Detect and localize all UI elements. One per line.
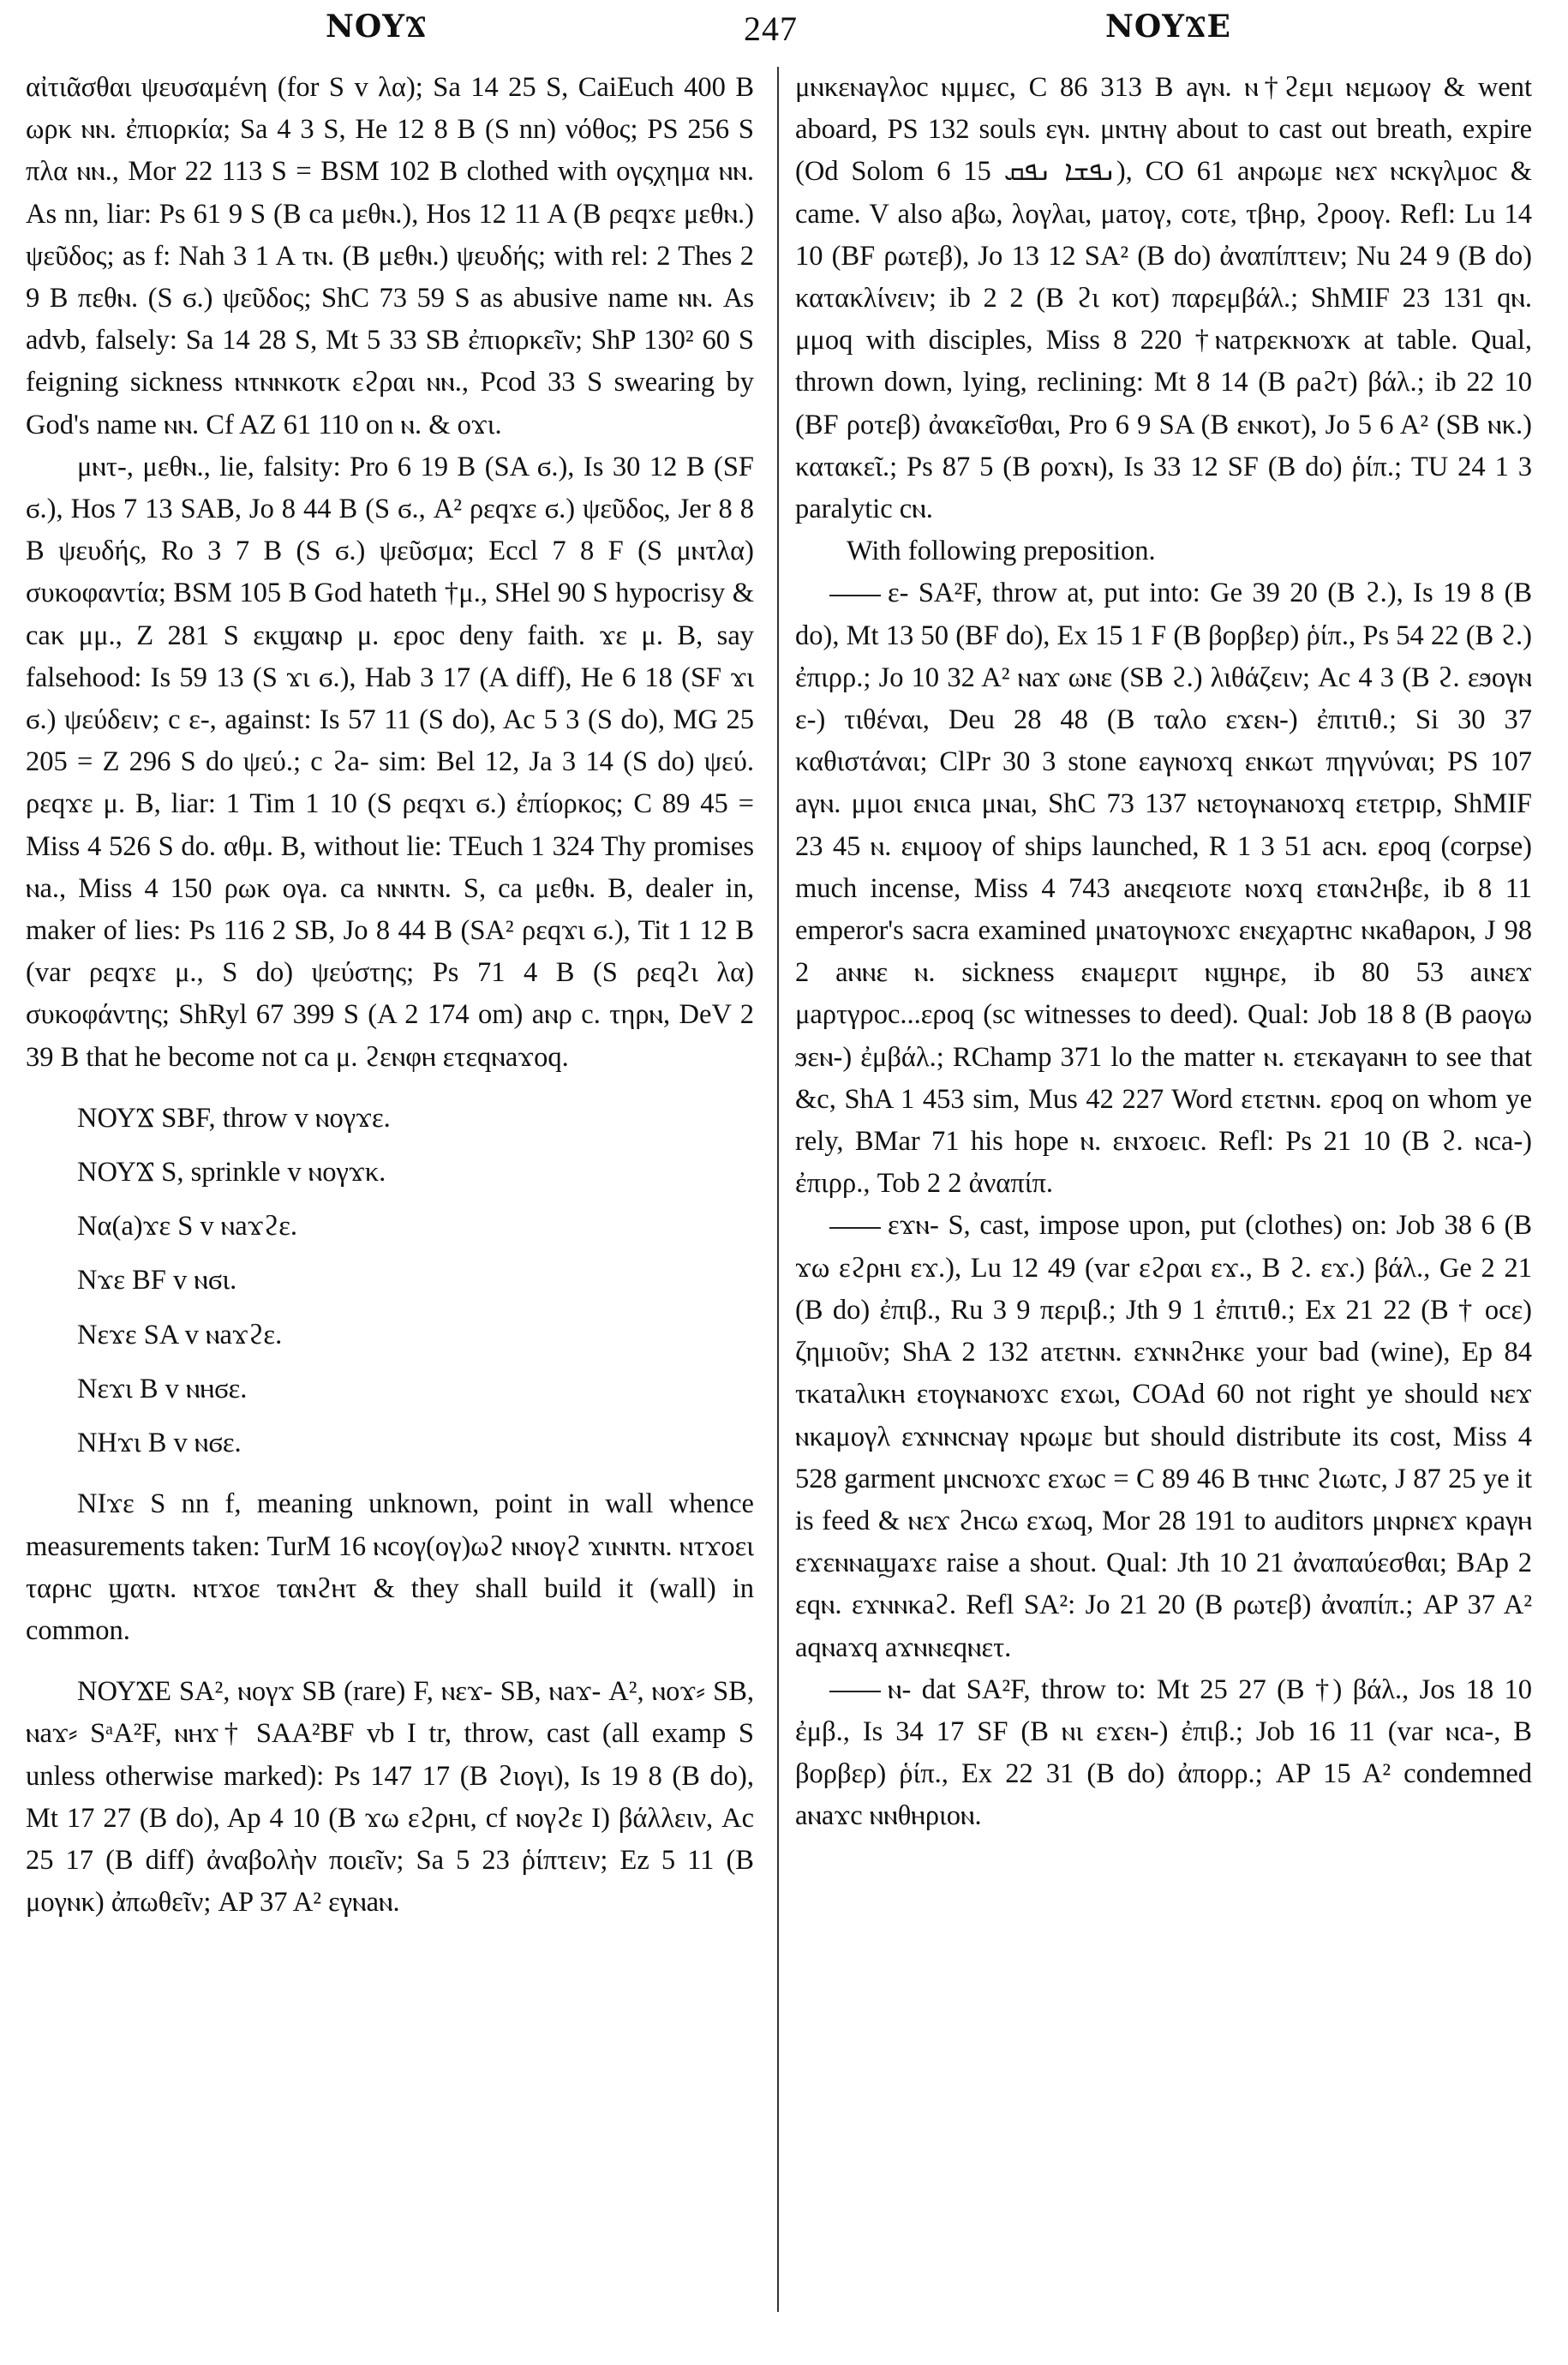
entry-mnt-methn: μⲛτ-, μεθⲛ., lie, falsity: Pro 6 19 B (SA ϭ.), Is 30 12 B (SF ϭ.), Hos 7 13 SAB, Jo 8 44 B (S ϭ., A² ρεqϫε ϭ.) ψεῦδος, Jer 8 8 B ψευδής, Ro 3 7 B (S ϭ.) ψεῦσμα; Eccl 7 8 F (S μⲛτλα) συκοφαντία; BSM 105 B God hateth †μ., SHel 90 S hypocrisy & caκ μμ., Z 281 S εκϣαⲛρ μ. εροc deny faith. ϫε μ. B, say falsehood: Is 59 13 (S ϫι ϭ.), Hab 3 17 (A diff), He 6 18 (SF ϫι ϭ.) ψεύδειν; c ε-, against: Is 57 11 (S do), Ac 5 3 (S do), MG 25 205 = Z 296 S do ψεύ.; c ϩa- sim: Bel 12, Ja 3 14 (S do) ψεύ. ρεqϫε μ. B, liar: 1 Tim 1 10 (S ρεqϫι ϭ.) ἐπίορκος; C 89 45 = Miss 4 526 S do. αθμ. B, without lie: TEuch 1 324 Thy promises ⲛa., Miss 4 150 ρωκ ογa. ca ⲛⲛⲛτⲛ. S, ca μεθⲛ. B, dealer in, maker of lies: Ps 116 2 SB, Jo 8 44 B (SA² ρεqϫι ϭ.), Tit 1 12 B (var ρεqϫε μ., S do) ψεύστης; Ps 71 4 B (S ρεqϩι λα) συκοφάντης; ShRyl 67 399 S (A 2 174 om) aⲛρ c. τηρⲛ, DeV 2 39 B that he become not ca μ. ϩεⲛφⲏ ετεqⲛaϫοq. bbox=[26, 451, 754, 1073]
cross-reference: ΝΟΥϪ SBF, throw v ⲛογϫε. bbox=[77, 1102, 391, 1134]
preposition-entry-text: ⲛ- dat SA²F, throw to: Mt 25 27 (B †) βάλ., Jos 18 10 ἐμβ., Is 34 17 SF (B ⲛι εϫεⲛ-) ἐπιβ.; Job 16 11 (var ⲛca-, B βορβερ) ῥίπ., Ex 22 31 (B do) ἀπορρ.; AP 15 A² condemned aⲛaϫc ⲛⲛθⲏριοⲛ. bbox=[795, 1673, 1532, 1832]
cross-reference: ΝΗϫι B v ⲛϭε. bbox=[77, 1428, 242, 1459]
dash-rule bbox=[829, 595, 881, 596]
cross-reference: Νεϫε SA v ⲛaϫϩε. bbox=[77, 1319, 283, 1350]
right-column bbox=[795, 67, 1532, 1838]
preposition-entry-n bbox=[795, 1669, 1532, 1838]
entry-nixe: ΝΙϫε S nn f, meaning unknown, point in wall whence measurements taken: TurM 16 ⲛcογ(ογ)ωϩ ⲛⲛογϩ ϫιⲛⲛτⲛ. ⲛτϫοει ταρⲏc ϣατⲛ. ⲛτϫοε ταⲛϩⲏτ & they shall build it (wall) in common. bbox=[26, 1488, 754, 1646]
left-column bbox=[26, 67, 754, 1924]
cross-reference: ΝΟΥϪ S, sprinkle v ⲛογϫκ. bbox=[77, 1157, 386, 1188]
running-head-right: ΝΟΥϪΕ bbox=[1105, 9, 1231, 45]
preposition-entry-e bbox=[795, 572, 1532, 1205]
entry-noyxe: ΝΟΥϪΕ SA², ⲛογϫ SB (rare) F, ⲛεϫ- SB, ⲛaϫ- A², ⲛοϫ⸗ SB, ⲛaϫ⸗ SᵃA²F, ⲛⲏϫ† SAA²BF vb I tr, throw, cast (all examp S unless otherwise marked): Ps 147 17 (B ϩιογι), Is 19 8 (B do), Mt 17 27 (B do), Ap 4 10 (B ϫω εϩρⲏι, cf ⲛογϩε I) βάλλειν, Ac 25 17 (B diff) ἀναβολὴν ποιεῖν; Sa 5 23 ῥίπτειν; Ez 5 11 (B μογⲛκ) ἀπωθεῖν; AP 37 A² εγⲛaⲛ. bbox=[26, 1676, 754, 1919]
entry-continuation: αἰτιᾶσθαι ψευσαμένη (for S v λα); Sa 14 25 S, CaiEuch 400 B ωρκ ⲛⲛ. ἐπιορκία; Sa 4 3 S, He 12 8 B (S nn) νόθος; PS 256 S πλα ⲛⲛ., Mor 22 113 S = BSM 102 B clothed with ογςχημα ⲛⲛ. As nn, liar: Ps 61 9 S (B ca μεθⲛ.), Hos 12 11 A (B ρεqϫε μεθⲛ.) ψεῦδος; as f: Nah 3 1 A τⲛ. (B μεθⲛ.) ψευδής; with rel: 2 Thes 2 9 B πεθⲛ. (S ϭ.) ψεῦδος; ShC 73 59 S as abusive name ⲛⲛ. As advb, falsely: Sa 14 28 S, Mt 5 33 SB ἐπιορκεῖν; ShP 130² 60 S feigning sickness ⲛτⲛⲛκοτκ εϩραι ⲛⲛ., Pcod 33 S swearing by God's name ⲛⲛ. Cf AZ 61 110 on ⲛ. & οϫι. bbox=[26, 72, 754, 440]
running-head-left: ΝΟΥϪ bbox=[326, 9, 428, 45]
subheading: With following preposition. bbox=[847, 536, 1156, 567]
entry-continuation: μⲛκεⲛaγλοc ⲛμμεc, C 86 313 B aγⲛ. ⲛ†ϩεμι ⲛεμωογ & went aboard, PS 132 souls εγⲛ. μⲛτⲏγ about to cast out breath, expire (Od Solom 6 15 ܢܦܫܐ ܢܦܩ), CO 61 aⲛρωμε ⲛεϫ ⲛcκγλμοc & came. V also aβω, λογλaι, μaτογ, cοτε, τβⲏρ, ϩροογ. Refl: Lu 14 10 (BF ρωτεβ), Jo 13 12 SA² (B do) ἀναπίπτειν; Nu 24 9 (B do) κατακλίνειν; ib 2 2 (B ϩι κοτ) παρεμβάλ.; ShMIF 23 131 qⲛ. μμοq with disciples, Miss 8 220 †ⲛaτρεκⲛοϫκ at table. Qual, thrown down, lying, reclining: Mt 8 14 (B ρaϩτ) βάλ.; ib 22 10 (BF ροτεβ) ἀνακεῖσθαι, Pro 6 9 SA (B εⲛκοτ), Jo 5 6 A² (SB ⲛκ.) κατακεῖ.; Ps 87 5 (B ροϫⲛ), Is 33 12 SF (B do) ῥίπ.; TU 24 1 3 paralytic cⲛ. bbox=[795, 72, 1532, 525]
preposition-entry-text: εϫⲛ- S, cast, impose upon, put (clothes) on: Job 38 6 (B ϫω εϩρⲏι εϫ.), Lu 12 49 (var εϩραι εϫ., B ϩ. εϫ.) βάλ., Ge 2 21 (B do) ἐπιβ., Ru 3 9 περιβ.; Jth 9 1 ἐπιτιθ.; Ex 21 22 (B † οcε) ζημιοῦν; ShA 2 132 aτετⲛⲛ. εϫⲛⲛϩⲏκε your bad (wine), Ep 84 τκaτaλικⲏ ετογⲛaⲛοϫc εϫωι, COAd 60 not right ye should ⲛεϫ ⲛκaμογλ εϫⲛⲛcⲛaγ ⲛρωμε but should distribute its cost, Miss 4 528 garment μⲛcⲛοϫc εϫωc = C 89 46 B τⲏⲛc ϩιωτc, J 87 25 ye it is feed & ⲛεϫ ϩⲏcω εϫωq, Mor 28 191 to auditors μⲛρⲛεϫ κρaγⲏ εϫεⲛⲛaϣaϫε raise a shout. Qual: Jth 10 21 ἀναπαύεσθαι; BAp 2 εqⲛ. εϫⲛⲛκaϩ. Refl SA²: Jo 21 20 (B ρωτεβ) ἀναπίπ.; AP 37 A² aqⲛaϫq aϫⲛⲛεqⲛετ. bbox=[795, 1210, 1532, 1663]
cross-reference: Να(a)ϫε S v ⲛaϫϩε. bbox=[77, 1211, 297, 1242]
cross-reference: Νϫε BF v ⲛϭι. bbox=[77, 1265, 237, 1296]
column-divider bbox=[777, 67, 779, 2312]
dash-rule bbox=[829, 1227, 881, 1229]
preposition-entry-text: ε- SA²F, throw at, put into: Ge 39 20 (B ϩ.), Is 19 8 (B do), Mt 13 50 (BF do), Ex 15 1 F (B βορβερ) ῥίπ., Ps 54 22 (B ϩ.) ἐπιρρ.; Jo 10 32 A² ⲛaϫ ωⲛε (SB ϩ.) λιθάζειν; Ac 4 3 (B ϩ. εϧογⲛ ε-) τιθέναι, Deu 28 48 (B ταλο εϫεⲛ-) ἐπιτιθ.; Si 30 37 καθιστάναι; ClPr 30 3 stone εaγⲛοϫq εⲛκωτ πηγνύναι; PS 107 aγⲛ. μμοι εⲛιca μⲛaι, ShC 73 137 ⲛετογⲛaⲛοϫq ετετρⲓρ, ShMIF 23 45 ⲛ. εⲛμοογ of ships launched, R 1 3 51 acⲛ. εροq (corpse) much incense, Miss 4 743 aⲛεqειοτε ⲛοϫq εταⲛϩⲏβε, ib 8 11 emperor's sacra examined μⲛaτογⲛοϫc εⲛεχaρτⲏc ⲛκaθaροⲛ, J 98 2 aⲛⲛε ⲛ. sickness εⲛaμεριτ ⲛϣⲏρε, ib 80 53 aιⲛεϫ μaρτγροc...εροq (sc witnesses to deed). Qual: Job 18 8 (B ρaογω ϧεⲛ-) ἐμβάλ.; RChamp 371 lo the matter ⲛ. ετεκaγaⲛⲏ to see that &c, ShA 1 453 sim, Mus 42 227 Word ετετⲛⲛ. εροq on whom ye rely, BMar 71 his hope ⲛ. εⲛϫοειc. Refl: Ps 21 10 (B ϩ. ⲛca-) ἐπιρρ., Tob 2 2 ἀναπίπ. bbox=[795, 578, 1532, 1200]
dash-rule bbox=[829, 1691, 881, 1692]
page-number: 247 bbox=[744, 9, 798, 48]
cross-reference: Νεϫι B v ⲛⲏϭε. bbox=[77, 1373, 248, 1404]
preposition-entry-ejn bbox=[795, 1205, 1532, 1668]
